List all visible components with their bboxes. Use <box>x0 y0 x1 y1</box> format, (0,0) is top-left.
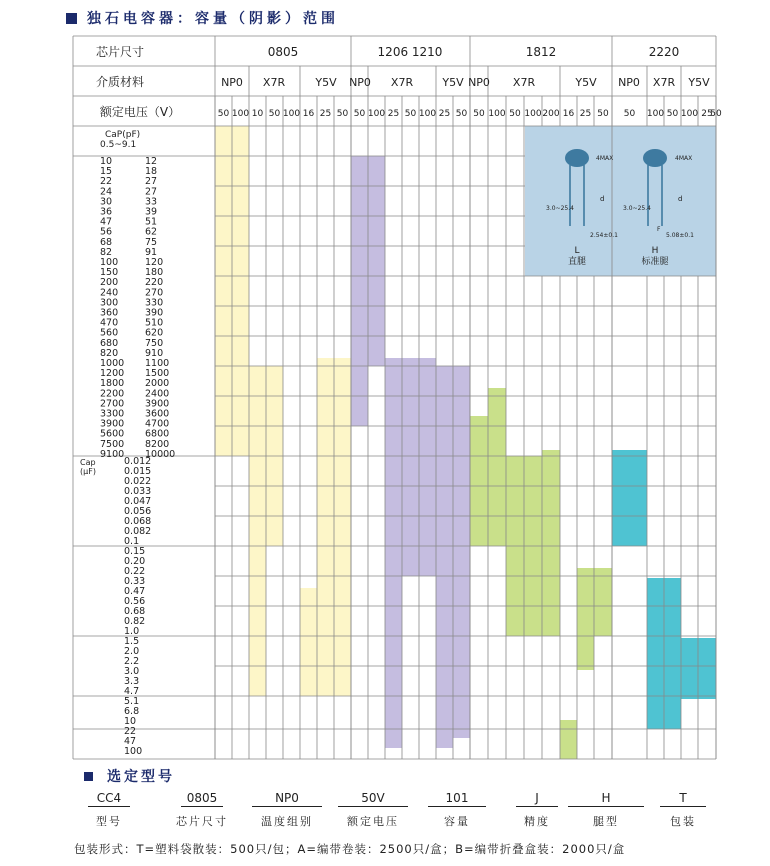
code-label: 包装 <box>670 815 696 828</box>
dim-label: d <box>678 195 683 203</box>
pf-value: 6800 <box>145 428 170 440</box>
code-capacitance <box>428 791 486 829</box>
pf-value: 24 <box>100 186 113 198</box>
pf-value: 27 <box>145 186 158 198</box>
uf-value: 1.5 <box>124 636 140 647</box>
pf-value: 270 <box>145 287 164 299</box>
shaded-range <box>300 588 317 696</box>
voltage-label: 50 <box>597 109 609 119</box>
voltage-label: 50 <box>455 109 468 119</box>
pf-value: 100 <box>100 257 119 268</box>
pf-header: CaP(pF) <box>105 130 141 140</box>
pf-value: 12 <box>145 156 158 167</box>
shaded-range <box>560 720 577 759</box>
voltage-label: 50 <box>710 109 722 119</box>
dim-label: d <box>600 195 605 203</box>
uf-value: 0.20 <box>124 556 146 567</box>
code-voltage <box>338 791 408 829</box>
pf-value: 560 <box>100 327 119 339</box>
capacitor-body <box>565 149 589 167</box>
lead-type-label: L <box>574 246 580 256</box>
uf-value: 1.0 <box>124 626 140 637</box>
uf-value: 0.068 <box>124 516 152 527</box>
voltage-label: 50 <box>509 109 521 119</box>
pf-value: 8200 <box>145 438 170 450</box>
voltage-label: 25 <box>701 109 713 119</box>
voltage-label: 50 <box>666 109 679 119</box>
voltage-label: 100 <box>231 109 250 119</box>
pf-value: 470 <box>100 317 119 329</box>
pf-value: 10 <box>100 156 113 167</box>
capacitor-body <box>643 149 667 167</box>
code-value: T <box>660 791 706 807</box>
pf-value: 330 <box>145 297 164 309</box>
pf-value: 75 <box>145 236 158 248</box>
dim-label: F <box>657 226 661 233</box>
pf-value: 5600 <box>100 428 125 440</box>
dielectric-label: NP0 <box>221 76 243 89</box>
voltage-label: 50 <box>404 109 417 119</box>
shaded-range <box>488 388 506 546</box>
lead-type-label: H <box>651 246 659 256</box>
code-value: H <box>568 791 644 807</box>
uf-value: 0.047 <box>124 496 152 507</box>
pf-value: 62 <box>145 226 158 238</box>
pf-value: 15 <box>100 166 113 178</box>
pf-value: 150 <box>100 267 119 279</box>
code-label: 精度 <box>524 815 550 828</box>
pf-value: 910 <box>145 347 164 359</box>
code-label: 芯片尺寸 <box>176 815 228 828</box>
pf-value: 7500 <box>100 438 125 450</box>
code-label: 额定电压 <box>347 815 399 828</box>
voltage-label: 50 <box>353 109 366 119</box>
pf-header-range: 0.5~9.1 <box>100 140 137 150</box>
voltage-label: 100 <box>488 109 506 119</box>
lead-type-diagram <box>525 126 716 276</box>
size-label: 2220 <box>648 45 680 59</box>
voltage-label: 50 <box>473 109 485 119</box>
pf-value: 2200 <box>100 388 125 400</box>
pf-value: 68 <box>100 236 113 248</box>
dielectric-label: X7R <box>262 76 286 89</box>
uf-value: 0.33 <box>124 576 146 587</box>
dielectric-label: NP0 <box>349 76 371 89</box>
pf-value: 390 <box>145 307 164 319</box>
shaded-range <box>681 638 716 699</box>
pf-value: 2400 <box>145 388 170 400</box>
pf-value: 1200 <box>100 368 125 380</box>
voltage-label: 16 <box>302 109 315 119</box>
pf-value: 1500 <box>145 368 170 380</box>
code-value: 50V <box>338 791 408 807</box>
pf-value: 1000 <box>100 358 125 369</box>
voltage-label: 25 <box>319 109 332 119</box>
pf-value: 3900 <box>145 398 170 410</box>
dim-label: 4MAX <box>596 155 614 162</box>
shaded-range <box>436 738 453 748</box>
shaded-range <box>249 366 266 696</box>
uf-value: 0.68 <box>124 606 146 617</box>
selection-square-icon <box>84 772 93 781</box>
shaded-range <box>542 450 560 636</box>
pf-value: 680 <box>100 337 119 349</box>
pf-value: 510 <box>145 317 164 329</box>
pf-value: 180 <box>145 267 164 279</box>
pf-value: 300 <box>100 297 119 309</box>
pf-value: 30 <box>100 196 113 208</box>
code-tolerance <box>516 791 558 829</box>
size-header: 芯片尺寸 <box>95 45 145 59</box>
code-label: 温度组别 <box>261 815 313 828</box>
code-packaging <box>660 791 706 829</box>
dim-label: 3.0~25.4 <box>623 205 651 212</box>
uf-value: 0.056 <box>124 506 152 517</box>
uf-value: 4.7 <box>124 686 140 697</box>
size-label: 1206 1210 <box>377 45 443 59</box>
code-value: 0805 <box>181 791 224 807</box>
voltage-label: 50 <box>336 109 349 119</box>
uf-header: Cap <box>80 458 96 467</box>
uf-value: 0.15 <box>124 546 146 557</box>
voltage-label: 50 <box>217 109 230 119</box>
uf-value: 3.3 <box>124 676 140 687</box>
pf-value: 240 <box>100 287 119 299</box>
code-value: 101 <box>428 791 486 807</box>
voltage-label: 200 <box>542 109 560 119</box>
voltage-label: 50 <box>623 109 636 119</box>
uf-value: 0.22 <box>124 566 146 577</box>
uf-header-unit: (μF) <box>80 467 96 476</box>
uf-value: 0.012 <box>124 456 152 467</box>
uf-value: 0.56 <box>124 596 146 607</box>
packaging-note: 包装形式：T=塑料袋散装：500只/包；A=编带卷装：2500只/盒；B=编带折叠盒装：2000只/盒 <box>74 842 626 856</box>
voltage-label: 100 <box>418 109 437 119</box>
pf-value: 2700 <box>100 398 125 410</box>
pf-value: 820 <box>100 347 119 359</box>
selection-title <box>84 766 175 786</box>
voltage-header: 额定电压（V） <box>99 105 181 119</box>
uf-value: 0.015 <box>124 466 152 477</box>
dielectric-label: X7R <box>652 76 676 89</box>
dielectric-header: 介质材料 <box>95 75 145 89</box>
dielectric-label: X7R <box>512 76 536 89</box>
pf-value: 220 <box>145 277 164 289</box>
voltage-label: 100 <box>646 109 665 119</box>
dim-label: 3.0~25.4 <box>546 205 574 212</box>
dielectric-label: NP0 <box>468 76 490 89</box>
pf-value: 9100 <box>100 448 125 460</box>
pf-value: 91 <box>145 246 158 258</box>
pf-value: 620 <box>145 327 164 339</box>
lead-type-label: 标准腿 <box>641 257 669 267</box>
voltage-label: 25 <box>387 109 400 119</box>
shaded-range <box>577 636 594 670</box>
voltage-label: 100 <box>524 109 542 119</box>
voltage-label: 25 <box>579 109 592 119</box>
code-value: CC4 <box>88 791 130 807</box>
code-temp-group <box>252 791 322 829</box>
dim-label: 2.54±0.1 <box>590 232 618 239</box>
pf-value: 82 <box>100 246 113 258</box>
pf-value: 750 <box>145 337 164 349</box>
shaded-range <box>612 450 647 546</box>
code-lead-type <box>568 791 644 829</box>
pf-value: 120 <box>145 257 164 268</box>
uf-value: 5.1 <box>124 696 140 707</box>
code-model <box>88 791 130 829</box>
pf-value: 3600 <box>145 408 170 420</box>
dielectric-label: Y5V <box>575 76 597 89</box>
pf-value: 33 <box>145 196 158 208</box>
code-size <box>176 791 228 829</box>
pf-value: 22 <box>100 176 113 188</box>
dielectric-label: NP0 <box>618 76 640 89</box>
shaded-range <box>470 416 488 546</box>
pf-value: 10000 <box>145 448 176 460</box>
voltage-label: 50 <box>268 109 281 119</box>
pf-value: 47 <box>100 216 113 228</box>
shaded-range <box>577 568 612 636</box>
uf-value: 10 <box>124 716 137 727</box>
pf-value: 36 <box>100 206 113 218</box>
voltage-label: 10 <box>251 109 264 119</box>
selection-title-text: 选定型号 <box>107 769 175 785</box>
pf-value: 4700 <box>145 418 170 430</box>
uf-value: 47 <box>124 736 137 747</box>
voltage-label: 100 <box>680 109 699 119</box>
uf-value: 2.2 <box>124 656 140 667</box>
code-value: NP0 <box>252 791 322 807</box>
shaded-range <box>385 576 402 748</box>
pf-value: 51 <box>145 216 158 228</box>
dielectric-label: Y5V <box>315 76 337 89</box>
pf-value: 56 <box>100 226 113 238</box>
uf-value: 0.082 <box>124 526 152 537</box>
pf-value: 3300 <box>100 408 125 420</box>
code-label: 型号 <box>96 815 122 828</box>
uf-value: 6.8 <box>124 706 140 717</box>
dielectric-label: Y5V <box>442 76 464 89</box>
voltage-label: 100 <box>282 109 301 119</box>
size-label: 0805 <box>267 45 299 59</box>
voltage-label: 25 <box>438 109 451 119</box>
pf-value: 360 <box>100 307 119 319</box>
code-label: 容量 <box>444 815 470 828</box>
size-label: 1812 <box>525 45 557 59</box>
pf-value: 1800 <box>100 378 125 390</box>
pf-value: 1100 <box>145 358 170 369</box>
lead-type-label: 直腿 <box>567 257 587 267</box>
pf-value: 39 <box>145 206 158 218</box>
voltage-label: 16 <box>562 109 575 119</box>
uf-value: 2.0 <box>124 646 140 657</box>
dielectric-label: Y5V <box>688 76 710 89</box>
uf-value: 3.0 <box>124 666 140 677</box>
uf-value: 22 <box>124 726 137 737</box>
uf-value: 0.1 <box>124 536 140 547</box>
uf-value: 0.47 <box>124 586 146 597</box>
pf-value: 200 <box>100 277 119 289</box>
pf-value: 2000 <box>145 378 170 390</box>
dielectric-label: X7R <box>390 76 414 89</box>
voltage-label: 100 <box>367 109 386 119</box>
dim-label: 5.08±0.1 <box>666 232 694 239</box>
pf-value: 18 <box>145 166 158 178</box>
code-label: 腿型 <box>593 815 619 828</box>
uf-value: 0.022 <box>124 476 152 487</box>
dim-label: 4MAX <box>675 155 693 162</box>
pf-value: 27 <box>145 176 158 188</box>
uf-value: 0.033 <box>124 486 152 497</box>
pf-value: 3900 <box>100 418 125 430</box>
code-value: J <box>516 791 558 807</box>
uf-value: 0.82 <box>124 616 146 627</box>
page-title-text: 独石电容器：容量（阴影）范围 <box>87 11 339 27</box>
shaded-range <box>385 358 436 576</box>
uf-value: 100 <box>124 746 143 757</box>
